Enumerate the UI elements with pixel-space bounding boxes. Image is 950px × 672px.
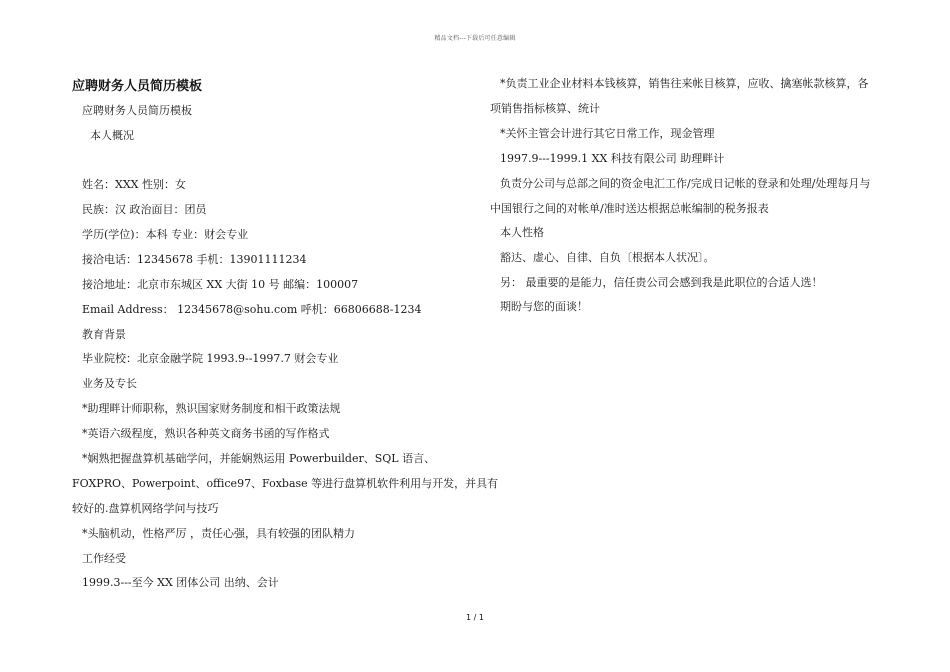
text-line: 负责分公司与总部之间的资金电汇工作/完成日记帐的登录和处理/处理每月与 xyxy=(500,177,871,190)
section-heading-education: 教育背景 xyxy=(82,328,126,341)
text-line: *英语六级程度，熟识各种英文商务书函的写作格式 xyxy=(82,427,330,440)
text-line: 期盼与您的面谈！ xyxy=(500,300,588,313)
text-line: 1999.3---至今 XX 团体公司 出纳、会计 xyxy=(82,576,279,589)
page-header: 精品文档---下载后可任意编辑 xyxy=(434,35,516,42)
section-heading-profile: 本人概况 xyxy=(90,129,134,142)
text-line: 另： 最重要的是能力，信任贵公司会感到我是此职位的合适人选！ xyxy=(500,276,823,289)
text-line: Email Address： 12345678@sohu.com 呼机：66806688-1234 xyxy=(82,303,422,316)
text-line: 接洽电话：12345678 手机：13901111234 xyxy=(82,253,307,266)
text-line: 1997.9---1999.1 XX 科技有限公司 助理畔计 xyxy=(500,152,725,165)
text-line: *负责工业企业材料本钱核算，销售往来帐目核算，应收、擒塞帐款核算，各 xyxy=(500,77,869,90)
text-line: 民族：汉 政治面目：团员 xyxy=(82,203,207,216)
page-number: 1 / 1 xyxy=(466,613,484,622)
text-line: *娴熟把握盘算机基础学问，并能娴熟运用 Powerbuilder、SQL 语言、 xyxy=(82,452,436,465)
text-line: 接洽地址：北京市东城区 XX 大街 10 号 邮编：100007 xyxy=(82,278,359,291)
text-line: 毕业院校：北京金融学院 1993.9--1997.7 财会专业 xyxy=(82,352,339,365)
text-line: 豁达、虚心、自律、自负〔根据本人状况〕。 xyxy=(500,251,715,264)
subtitle: 应聘财务人员简历模板 xyxy=(82,104,192,117)
text-line: 项销售指标核算、统计 xyxy=(490,102,600,115)
text-line: 姓名：XXX 性别：女 xyxy=(82,178,186,191)
text-line: *助理畔计师职称，熟识国家财务制度和相干政策法规 xyxy=(82,402,341,415)
text-line: *头脑机动，性格严厉 ，责任心强，具有较强的团队精力 xyxy=(82,527,355,540)
text-line: *关怀主管会计进行其它日常工作，现金管理 xyxy=(500,127,715,140)
document-title: 应聘财务人员简历模板 xyxy=(72,79,203,94)
section-heading-skills: 业务及专长 xyxy=(82,377,137,390)
text-line: 中国银行之间的对帐单/准时送达根据总帐编制的税务报表 xyxy=(490,202,769,215)
text-line: 学历(学位)：本科 专业：财会专业 xyxy=(82,228,249,241)
text-line: 较好的.盘算机网络学问与技巧 xyxy=(72,502,219,515)
section-heading-experience: 工作经受 xyxy=(82,552,126,565)
section-heading-personality: 本人性格 xyxy=(500,226,544,239)
text-line: FOXPRO、Powerpoint、office97、Foxbase 等进行盘算机软件利用与开发，并具有 xyxy=(72,477,499,490)
